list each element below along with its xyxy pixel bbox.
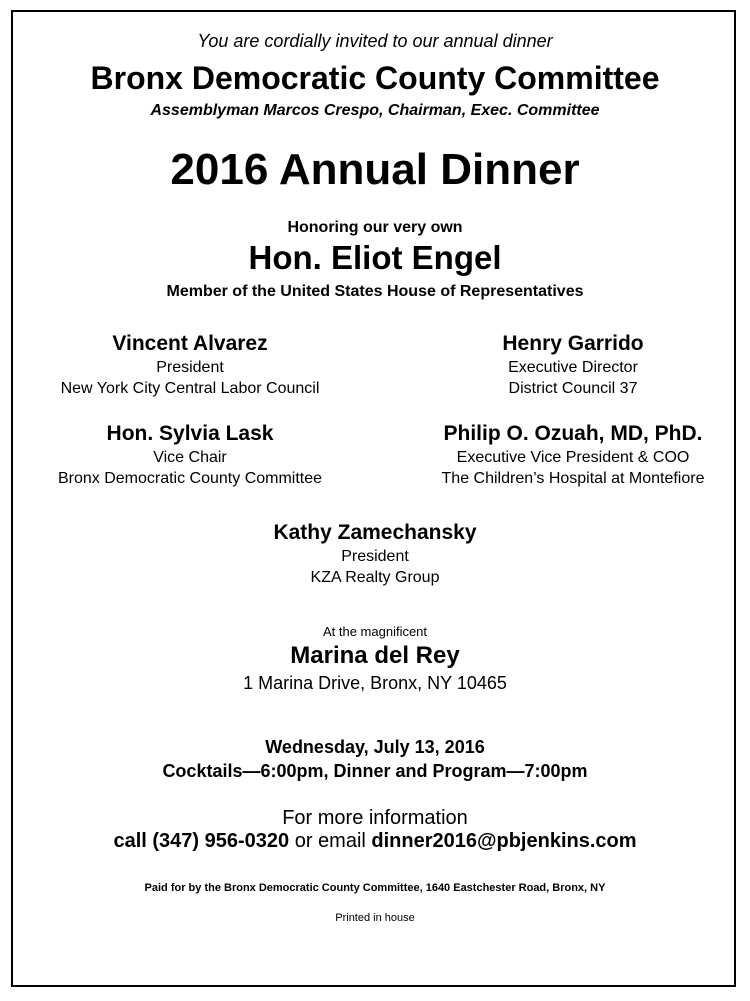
contact-email: dinner2016@pbjenkins.com [371,830,637,852]
main-honoree-role: Member of the United States House of Representatives [166,283,584,300]
event-date: Wednesday, July 13, 2016 [265,737,485,757]
honoree-name: Hon. Sylvia Lask [106,422,274,445]
event-title: 2016 Annual Dinner [170,145,580,194]
venue-name: Marina del Rey [290,642,460,669]
honoree-title: Executive Vice President & COO [456,449,690,466]
event-times: Cocktails—6:00pm, Dinner and Program—7:00pm [162,761,588,781]
contact-connector: or email [289,830,372,852]
honoree-organization: The Children’s Hospital at Montefiore [441,470,705,487]
paid-for-disclaimer: Paid for by the Bronx Democratic County Committee, 1640 Eastchester Road, Bronx, NY [144,882,606,894]
main-honoree-name: Hon. Eliot Engel [248,239,502,276]
contact-phone: call (347) 956-0320 [113,830,290,852]
honoree-organization: New York City Central Labor Council [60,380,320,397]
honoree-organization: KZA Realty Group [310,569,440,586]
organization-name: Bronx Democratic County Committee [90,60,660,96]
honoree-organization: District Council 37 [508,380,638,397]
invitation-intro: You are cordially invited to our annual dinner [197,31,553,51]
chairman-line: Assemblyman Marcos Crespo, Chairman, Exec. Committee [150,102,600,119]
printed-note: Printed in house [335,912,415,924]
honoree-name: Henry Garrido [502,332,644,355]
honoree-block [413,330,733,399]
honoree-block [30,330,350,399]
honoree-name: Vincent Alvarez [112,332,268,355]
honoree-name: Kathy Zamechansky [273,521,477,544]
honoree-title: Vice Chair [153,449,227,466]
honor-lead: Honoring our very own [287,219,463,236]
venue-lead: At the magnificent [322,624,428,639]
honoree-title: President [341,548,409,565]
honoree-title: President [156,359,224,376]
honoree-organization: Bronx Democratic County Committee [57,470,323,487]
contact-line [0,830,750,853]
venue-address: 1 Marina Drive, Bronx, NY 10465 [243,673,507,693]
honoree-block [413,420,733,489]
info-lead: For more information [282,807,468,829]
honoree-name: Philip O. Ozuah, MD, PhD. [443,422,703,445]
honoree-block [30,420,350,489]
honoree-block [0,519,750,588]
honoree-title: Executive Director [508,359,638,376]
